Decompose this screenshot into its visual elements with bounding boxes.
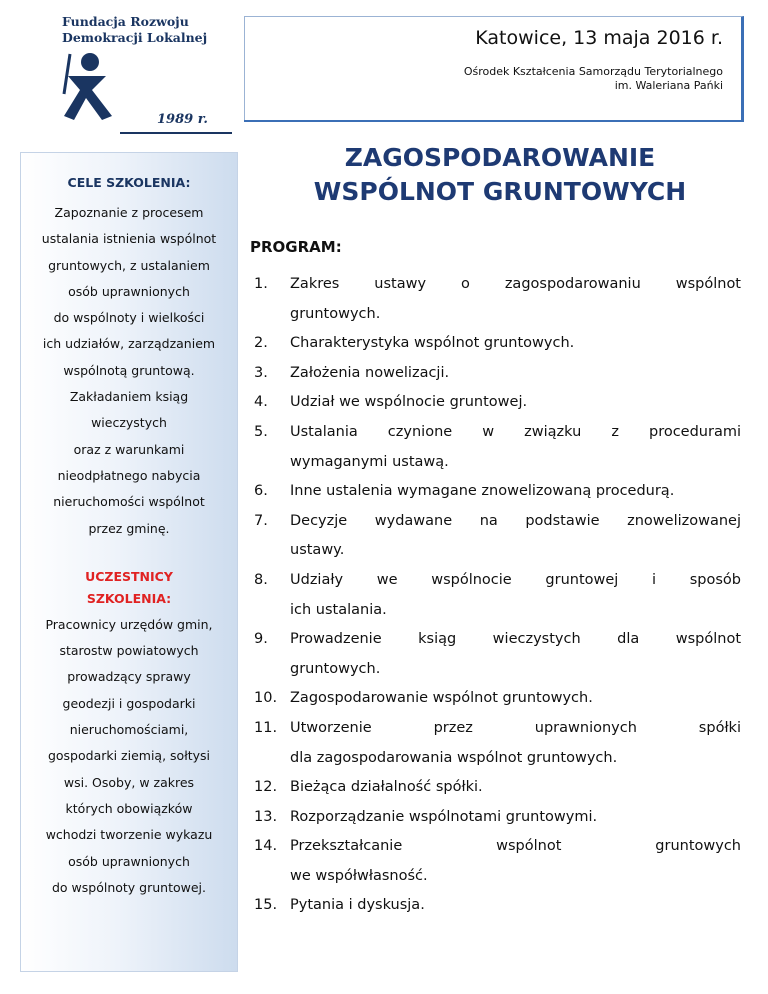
- header-box: [244, 16, 744, 120]
- program-item-line1: Charakterystyka wspólnot gruntowych.: [290, 335, 575, 352]
- goals-line: wieczystych: [91, 415, 167, 431]
- program-item-text: [290, 418, 741, 477]
- foundation-logo: [62, 14, 232, 134]
- program-item-text: [290, 270, 741, 329]
- program-item: [254, 388, 741, 418]
- participants-text: [23, 612, 235, 901]
- sidebar: [20, 152, 238, 972]
- participants-line: których obowiązków: [65, 800, 193, 816]
- program-item-line1: Utworzenie przez uprawnionych spółki: [290, 719, 741, 736]
- program-item-line1: Udział we wspólnocie gruntowej.: [290, 394, 528, 411]
- goals-line: Zakładaniem ksiąg: [69, 389, 189, 405]
- program-item-number: 4.: [254, 394, 268, 411]
- training-center-line2: im. Waleriana Pańki: [614, 79, 723, 92]
- program-item-line1: Decyzje wydawane na podstawie znowelizowanej: [290, 512, 741, 529]
- page-title: [250, 141, 750, 209]
- program-item-text: [290, 891, 741, 921]
- program-item-number: 6.: [254, 483, 268, 500]
- program-item-number: 1.: [254, 276, 268, 292]
- program-list: [254, 270, 741, 921]
- program-item-number: 11.: [254, 719, 278, 736]
- training-center-name: [464, 65, 723, 93]
- program-item-line1: Bieżąca działalność spółki.: [290, 779, 483, 796]
- goals-line: nieodpłatnego nabycia: [57, 467, 201, 483]
- program-item: [254, 714, 741, 773]
- program-item-line2: gruntowych.: [290, 305, 381, 322]
- goals-line: nieruchomości wspólnot: [53, 494, 205, 510]
- program-item-line2: wymaganymi ustawą.: [290, 453, 449, 470]
- program-item-number: 13.: [254, 808, 278, 825]
- program-item: [254, 329, 741, 359]
- participants-line: geodezji i gospodarki: [62, 695, 196, 711]
- goals-line: osób uprawnionych: [68, 283, 190, 299]
- program-item-number: 7.: [254, 512, 268, 529]
- program-item-number: 5.: [254, 423, 268, 440]
- goals-line: oraz z warunkami: [73, 441, 185, 457]
- participants-line: Pracownicy urzędów gmin,: [45, 616, 213, 632]
- program-item-text: [290, 684, 741, 714]
- program-item-line1: Prowadzenie ksiąg wieczystych dla wspólnot: [290, 631, 741, 648]
- program-item-text: [290, 329, 741, 359]
- program-item-text: [290, 566, 741, 625]
- program-item: [254, 773, 741, 803]
- participants-line: wsi. Osoby, w zakres: [63, 774, 195, 790]
- program-item: [254, 507, 741, 566]
- program-item: [254, 566, 741, 625]
- org-name-line2: Demokracji Lokalnej: [62, 30, 208, 45]
- program-item-line2: ustawy.: [290, 542, 345, 559]
- program-item-line2: we współwłasność.: [290, 867, 428, 884]
- title-line1: ZAGOSPODAROWANIE: [344, 143, 656, 172]
- program-item-line1: Inne ustalenia wymagane znowelizowaną procedurą.: [290, 483, 675, 500]
- program-item-text: [290, 773, 741, 803]
- program-item-line1: Zakres ustawy o zagospodarowaniu wspólnot: [290, 276, 741, 292]
- goals-line: do wspólnoty i wielkości: [53, 310, 205, 326]
- program-item-line1: Pytania i dyskusja.: [290, 897, 425, 914]
- goals-text: [25, 200, 233, 542]
- program-item-number: 9.: [254, 631, 268, 648]
- program-item: [254, 803, 741, 833]
- participants-label: [21, 566, 237, 610]
- program-item-number: 15.: [254, 897, 278, 914]
- program-item-text: [290, 832, 741, 891]
- program-item-line1: Rozporządzanie wspólnotami gruntowymi.: [290, 808, 598, 825]
- program-item-line2: gruntowych.: [290, 660, 381, 677]
- program-item-text: [290, 625, 741, 684]
- program-item-text: [290, 507, 741, 566]
- goals-line: ustalania istnienia wspólnot: [41, 231, 217, 247]
- program-item-number: 8.: [254, 571, 268, 588]
- program-item-number: 2.: [254, 335, 268, 352]
- participants-label-line1: UCZESTNICY: [85, 568, 173, 584]
- participants-label-line2: SZKOLENIA:: [86, 590, 172, 606]
- program-item: [254, 359, 741, 389]
- city-date: Katowice, 13 maja 2016 r.: [475, 27, 723, 49]
- program-item: [254, 625, 741, 684]
- program-item-number: 10.: [254, 690, 278, 707]
- program-item-line1: Przekształcanie wspólnot gruntowych: [290, 838, 741, 855]
- goals-label: CELE SZKOLENIA:: [67, 175, 191, 190]
- training-center-line1: Ośrodek Kształcenia Samorządu Terytorialnego: [463, 65, 723, 78]
- logo-underline: [120, 132, 232, 134]
- program-item-line2: dla zagospodarowania wspólnot gruntowych.: [290, 749, 618, 766]
- program-item-line1: Udziały we wspólnocie gruntowej i sposób: [290, 571, 741, 588]
- program-item: [254, 270, 741, 329]
- participants-line: wchodzi tworzenie wykazu: [45, 827, 213, 843]
- program-item-text: [290, 714, 741, 773]
- program-item: [254, 891, 741, 921]
- program-item-text: [290, 388, 741, 418]
- goals-line: ich udziałów, zarządzaniem: [42, 336, 216, 352]
- participants-line: starostw powiatowych: [59, 643, 199, 659]
- participants-line: gospodarki ziemią, sołtysi: [47, 748, 211, 764]
- goals-line: przez gminę.: [88, 520, 170, 536]
- program-item: [254, 477, 741, 507]
- goals-line: gruntowych, z ustalaniem: [48, 257, 210, 273]
- org-name-line1: Fundacja Rozwoju: [62, 14, 189, 29]
- title-line2: WSPÓLNOT GRUNTOWYCH: [313, 177, 687, 206]
- participants-line: osób uprawnionych: [68, 853, 190, 869]
- program-item-line1: Zagospodarowanie wspólnot gruntowych.: [290, 690, 593, 707]
- program-item: [254, 684, 741, 714]
- participants-line: do wspólnoty gruntowej.: [51, 879, 207, 895]
- header-divider: [244, 120, 744, 122]
- goals-line: Zapoznanie z procesem: [54, 205, 204, 220]
- program-item-text: [290, 477, 741, 507]
- program-item-line2: ich ustalania.: [290, 601, 387, 618]
- program-item-text: [290, 359, 741, 389]
- program-item-line1: Ustalania czynione w związku z procedurami: [290, 423, 741, 440]
- participants-line: nieruchomościami,: [69, 722, 189, 738]
- program-label: PROGRAM:: [250, 238, 342, 256]
- program-item-text: [290, 803, 741, 833]
- program-item-number: 12.: [254, 779, 278, 796]
- program-item-number: 3.: [254, 364, 268, 381]
- goals-line: wspólnotą gruntową.: [63, 362, 195, 378]
- participants-line: prowadzący sprawy: [67, 669, 191, 685]
- founding-year: 1989 r.: [157, 112, 208, 127]
- person-with-stick-icon: [62, 50, 142, 130]
- program-item: [254, 418, 741, 477]
- program-item: [254, 832, 741, 891]
- program-item-line1: Założenia nowelizacji.: [290, 364, 450, 381]
- program-item-number: 14.: [254, 838, 278, 855]
